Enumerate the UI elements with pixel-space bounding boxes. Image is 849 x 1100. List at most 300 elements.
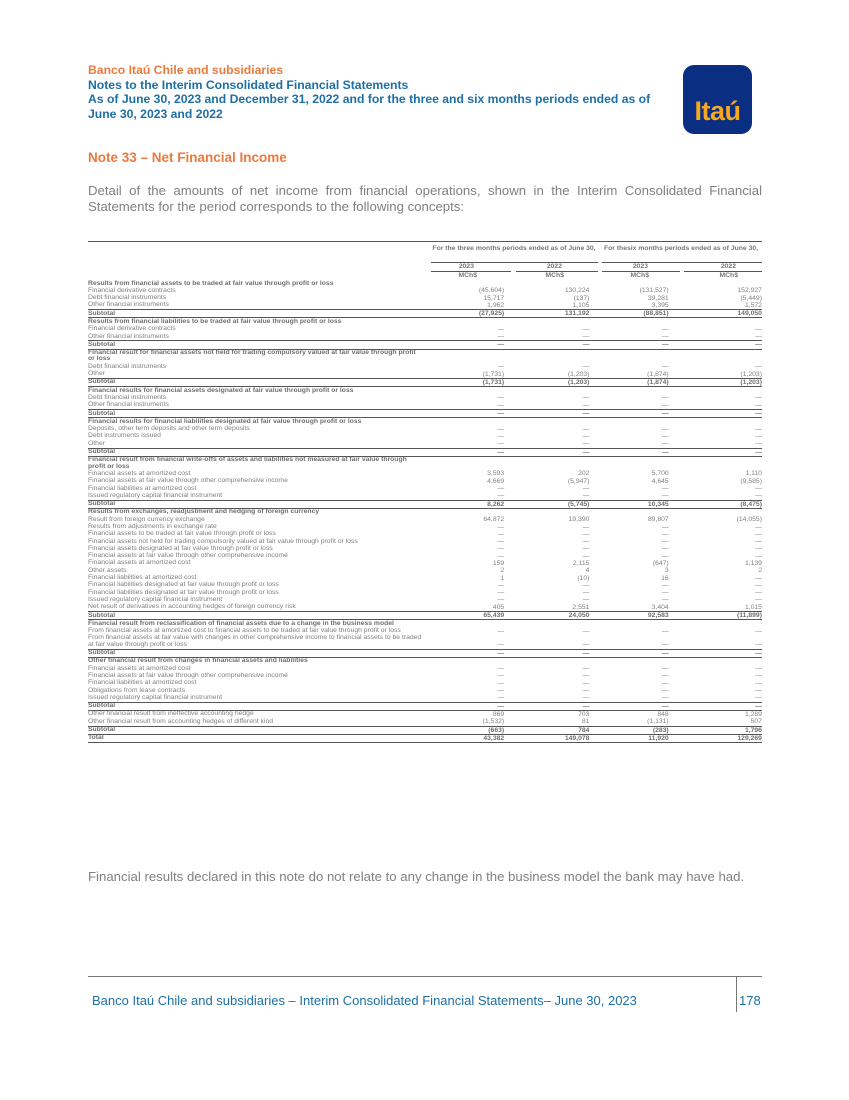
value-cell-col4: (1,203) — [740, 378, 762, 386]
value-cell-col1: 15,717 — [483, 294, 505, 302]
value-cell-col4: — — [755, 665, 762, 673]
row-label: Financial assets at fair value through other comprehensive income — [88, 477, 288, 485]
value-cell-col3: — — [661, 401, 669, 409]
table-row — [88, 402, 762, 409]
value-cell-col3: 3,404 — [651, 603, 669, 611]
table-row — [88, 287, 762, 294]
value-cell-col3: — — [661, 425, 669, 433]
row-label: Financial result for financial assets not held for trading compulsory valued at fair value through profit or loss — [88, 349, 416, 363]
footer-text: Banco Itaú Chile and subsidiaries – Interim Consolidated Financial Statements– June 30, 2023 — [92, 993, 637, 1008]
table-year-headers — [88, 262, 762, 271]
value-cell-col1: 159 — [492, 559, 505, 567]
table-row — [88, 694, 762, 701]
row-label: Total — [88, 734, 104, 742]
value-cell-col2: 2,551 — [572, 603, 590, 611]
row-label: Subtotal — [88, 309, 116, 317]
section-header-row — [88, 280, 762, 287]
value-cell-col4: 2 — [758, 567, 762, 575]
value-cell-col2: — — [582, 679, 590, 687]
value-cell-col3: (283) — [652, 726, 669, 734]
value-cell-col3: — — [661, 672, 669, 680]
value-cell-col2: — — [582, 694, 590, 702]
value-cell-col1: — — [497, 401, 505, 409]
value-cell-col1: — — [497, 440, 505, 448]
row-label: Subtotal — [88, 500, 116, 508]
intro-paragraph: Detail of the amounts of net income from financial operations, shown in the Interim Consolidated Financial Statements for the period corresponds to the following concepts: — [88, 183, 762, 214]
row-label: Debt financial instruments — [88, 294, 167, 302]
value-cell-col3: — — [661, 581, 669, 589]
value-cell-col2: 1,105 — [572, 301, 590, 309]
header-line-2: As of June 30, 2023 and December 31, 2022 and for the three and six months periods ended as of June 30, 2023 and 2022 — [88, 92, 651, 121]
value-cell-col4: — — [755, 581, 762, 589]
value-cell-col4: — — [755, 702, 762, 710]
value-cell-col1: (1,532) — [482, 718, 505, 726]
value-cell-col3: — — [661, 325, 669, 333]
value-cell-col2: — — [582, 672, 590, 680]
value-cell-col1: 8,262 — [487, 500, 505, 508]
value-cell-col1: 43,382 — [483, 734, 505, 742]
value-cell-col4: 1,015 — [744, 603, 762, 611]
value-cell-col4: — — [755, 589, 762, 597]
value-cell-col3: — — [661, 589, 669, 597]
row-label: Financial results for financial liabilities designated at fair value through profit or loss — [88, 417, 362, 425]
value-cell-col4: — — [755, 363, 762, 371]
row-label: Deposits, other term deposits and other term deposits — [88, 425, 250, 433]
value-cell-col3: 4,645 — [651, 477, 669, 485]
subtotal-row — [88, 726, 762, 735]
value-cell-col1: — — [497, 552, 505, 560]
subtotal-row — [88, 611, 762, 620]
report-header — [88, 63, 678, 121]
value-cell-col3: 16 — [661, 574, 669, 582]
value-cell-col4: 149,050 — [737, 310, 762, 318]
table-row — [88, 295, 762, 302]
value-cell-col2: — — [582, 333, 590, 341]
section-header-row — [88, 387, 762, 394]
net-financial-income-table — [88, 241, 762, 743]
value-cell-col3: — — [661, 432, 669, 440]
value-cell-col2: — — [582, 641, 590, 649]
unit-header-4: MCh$ — [719, 272, 738, 279]
value-cell-col1: 1,962 — [487, 301, 505, 309]
row-label: Financial assets to be traded at fair value through profit or loss — [88, 530, 276, 538]
row-label: Issued regulatory capital financial instrument — [88, 595, 223, 603]
value-cell-col1: (663) — [488, 726, 505, 734]
value-cell-col2: — — [582, 448, 590, 456]
row-label: Financial liabilities designated at fair value through profit or loss — [88, 588, 279, 596]
table-row — [88, 531, 762, 538]
value-cell-col1: — — [497, 363, 505, 371]
table-row — [88, 363, 762, 370]
value-cell-col4: (14,055) — [736, 516, 762, 524]
value-cell-col4: — — [755, 694, 762, 702]
value-cell-col4: — — [755, 596, 762, 604]
value-cell-col3: 11,920 — [648, 734, 669, 742]
value-cell-col4: (1,203) — [740, 370, 762, 378]
row-label: Financial assets not held for trading compulsorily valued at fair value through profit or loss — [88, 537, 358, 545]
row-label: Other — [88, 439, 105, 447]
value-cell-col2: — — [582, 665, 590, 673]
value-cell-col2: — — [582, 530, 590, 538]
itau-logo — [683, 65, 752, 134]
row-label: Other financial instruments — [88, 301, 169, 309]
unit-header-2: MCh$ — [545, 272, 564, 279]
value-cell-col1: 869 — [492, 710, 505, 718]
value-cell-col4: 1,110 — [745, 470, 762, 478]
subtotal-row — [88, 409, 762, 418]
value-cell-col2: — — [582, 596, 590, 604]
value-cell-col1: 4,669 — [487, 477, 505, 485]
table-row — [88, 635, 762, 649]
value-cell-col2: — — [582, 523, 590, 531]
value-cell-col4: — — [755, 627, 762, 635]
value-cell-col1: — — [497, 410, 505, 418]
row-label: Financial derivative contracts — [88, 286, 176, 294]
table-row — [88, 326, 762, 333]
value-cell-col4: (8,475) — [740, 500, 762, 508]
value-cell-col1: 65,439 — [483, 612, 505, 620]
value-cell-col4: — — [755, 325, 762, 333]
value-cell-col3: — — [661, 545, 669, 553]
row-label: Financial liabilities at amortized cost — [88, 574, 197, 582]
value-cell-col1: (27,925) — [478, 310, 505, 318]
row-label: Financial liabilities at amortized cost — [88, 679, 197, 687]
value-cell-col2: — — [582, 492, 590, 500]
value-cell-col3: — — [661, 394, 669, 402]
row-label: Financial result from financial write-offs of assets and liabilities not measured at fair value through profit or loss — [88, 456, 407, 470]
subtotal-row — [88, 378, 762, 387]
row-label: Debt financial instruments — [88, 362, 167, 370]
table-row — [88, 333, 762, 340]
value-cell-col2: 202 — [578, 470, 590, 478]
value-cell-col3: — — [661, 627, 669, 635]
year-header-2: 2022 — [546, 263, 562, 270]
value-cell-col1: 3,593 — [487, 470, 505, 478]
value-cell-col1: — — [497, 589, 505, 597]
value-cell-col2: 2,115 — [572, 559, 590, 567]
value-cell-col4: — — [755, 492, 762, 500]
value-cell-col2: — — [582, 401, 590, 409]
value-cell-col4: — — [755, 432, 762, 440]
value-cell-col4: — — [755, 530, 762, 538]
value-cell-col4: — — [755, 425, 762, 433]
value-cell-col3: — — [661, 679, 669, 687]
value-cell-col4: — — [755, 679, 762, 687]
value-cell-col2: — — [582, 432, 590, 440]
value-cell-col2: 149,078 — [564, 734, 590, 742]
row-label: Results from financial assets to be traded at fair value through profit or loss — [88, 279, 334, 287]
group-header-three-months: For the three months periods ended as of June 30, — [432, 245, 596, 252]
value-cell-col1: 405 — [492, 603, 505, 611]
value-cell-col2: — — [582, 702, 590, 710]
value-cell-col3: — — [661, 492, 669, 500]
value-cell-col3: (1,131) — [647, 718, 669, 726]
value-cell-col2: (5,947) — [567, 477, 590, 485]
value-cell-col3: 3 — [664, 567, 669, 575]
header-line-1: Notes to the Interim Consolidated Financial Statements — [88, 77, 409, 92]
section-header-row — [88, 457, 762, 471]
value-cell-col3: 92,583 — [647, 612, 669, 620]
value-cell-col3: — — [661, 485, 669, 493]
value-cell-col3: (1,874) — [647, 370, 669, 378]
value-cell-col3: — — [661, 649, 669, 657]
value-cell-col2: — — [582, 581, 590, 589]
unit-header-3: MCh$ — [630, 272, 649, 279]
table-row — [88, 433, 762, 440]
value-cell-col1: 64,872 — [483, 516, 505, 524]
table-row — [88, 680, 762, 687]
row-label: Subtotal — [88, 340, 116, 348]
value-cell-col2: — — [582, 589, 590, 597]
value-cell-col4: — — [755, 523, 762, 531]
row-label: Subtotal — [88, 726, 116, 734]
table-row — [88, 492, 762, 499]
table-row — [88, 371, 762, 378]
value-cell-col3: — — [661, 410, 669, 418]
row-label: Other assets — [88, 566, 127, 574]
value-cell-col4: — — [755, 341, 762, 349]
value-cell-col2: — — [582, 552, 590, 560]
value-cell-col4: — — [755, 448, 762, 456]
total-row — [88, 735, 762, 743]
value-cell-col1: — — [497, 627, 505, 635]
value-cell-col3: — — [661, 333, 669, 341]
value-cell-col2: — — [582, 325, 590, 333]
value-cell-col3: — — [661, 538, 669, 546]
value-cell-col3: 3,395 — [651, 301, 669, 309]
row-label: Financial liabilities at amortized cost — [88, 484, 197, 492]
row-label: Other — [88, 370, 105, 378]
row-label: Financial derivative contracts — [88, 325, 176, 333]
value-cell-col4: — — [755, 552, 762, 560]
value-cell-col2: — — [582, 687, 590, 695]
value-cell-col3: — — [661, 341, 669, 349]
value-cell-col3: — — [661, 702, 669, 710]
value-cell-col1: — — [497, 581, 505, 589]
value-cell-col4: — — [755, 574, 762, 582]
table-row — [88, 604, 762, 611]
value-cell-col2: 784 — [578, 726, 590, 734]
value-cell-col3: 89,807 — [647, 516, 669, 524]
row-label: Subtotal — [88, 649, 116, 657]
row-label: Other financial result from accounting hedges of different kind — [88, 717, 274, 725]
row-label: Subtotal — [88, 611, 116, 619]
row-label: Results from financial liabilities to be traded at fair value through profit or loss — [88, 317, 342, 325]
row-label: Subtotal — [88, 702, 116, 710]
row-label: Results from adjustments in exchange rate — [88, 523, 217, 530]
company-name: Banco Itaú Chile and subsidiaries — [88, 63, 284, 77]
row-label: Financial assets at amortized cost — [88, 559, 191, 567]
value-cell-col4: (11,899) — [737, 612, 762, 620]
value-cell-col3: (88,851) — [643, 310, 669, 318]
value-cell-col1: 2 — [500, 567, 505, 575]
row-label: Financial results for financial assets designated at fair value through profit or loss — [88, 386, 354, 394]
value-cell-col2: — — [582, 440, 590, 448]
value-cell-col2: — — [582, 627, 590, 635]
value-cell-col3: 39,281 — [647, 294, 669, 302]
value-cell-col3: (647) — [652, 559, 669, 567]
value-cell-col4: — — [755, 641, 762, 649]
value-cell-col4: — — [755, 687, 762, 695]
value-cell-col4: 1,139 — [744, 559, 762, 567]
value-cell-col2: (1,203) — [567, 378, 590, 386]
row-label: Debt financial instruments — [88, 393, 167, 401]
table-group-headers — [88, 242, 762, 262]
value-cell-col4: — — [755, 410, 762, 418]
value-cell-col2: — — [582, 545, 590, 553]
value-cell-col1: — — [497, 679, 505, 687]
value-cell-col4: — — [755, 649, 762, 657]
value-cell-col1: — — [497, 333, 505, 341]
table-row — [88, 426, 762, 433]
value-cell-col3: (131,527) — [639, 287, 669, 295]
note-title: Note 33 – Net Financial Income — [88, 150, 287, 165]
page-number: 178 — [739, 993, 761, 1008]
value-cell-col4: 507 — [750, 718, 762, 726]
value-cell-col4: — — [755, 333, 762, 341]
row-label: Result from foreign currency exchange — [88, 515, 205, 523]
value-cell-col4: 1,796 — [744, 726, 762, 734]
value-cell-col2: 19,390 — [568, 516, 590, 524]
value-cell-col3: 10,345 — [647, 500, 669, 508]
row-label: Financial assets at amortized cost — [88, 664, 191, 672]
value-cell-col4: — — [755, 440, 762, 448]
value-cell-col4: — — [755, 394, 762, 402]
row-label: Debt instruments issued — [88, 432, 161, 440]
value-cell-col3: — — [661, 440, 669, 448]
value-cell-col3: (1,874) — [647, 378, 669, 386]
value-cell-col4: (5,449) — [740, 294, 762, 302]
value-cell-col1: — — [497, 545, 505, 553]
value-cell-col1: — — [497, 596, 505, 604]
row-label: Other financial result from ineffective accounting hedge — [88, 710, 254, 718]
value-cell-col1: — — [497, 649, 505, 657]
table-row — [88, 394, 762, 401]
value-cell-col1: — — [497, 694, 505, 702]
value-cell-col4: 129,269 — [737, 734, 762, 742]
value-cell-col3: — — [661, 363, 669, 371]
value-cell-col1: (1,731) — [482, 370, 505, 378]
value-cell-col2: — — [582, 394, 590, 402]
value-cell-col3: — — [661, 448, 669, 456]
value-cell-col2: — — [582, 649, 590, 657]
row-label: Financial assets at amortized cost — [88, 469, 191, 477]
table-body — [88, 280, 762, 743]
value-cell-col3: — — [661, 687, 669, 695]
footer-rule — [88, 976, 762, 977]
row-label: Subtotal — [88, 409, 116, 417]
table-row — [88, 478, 762, 485]
value-cell-col4: (9,585) — [740, 477, 762, 485]
value-cell-col3: 848 — [657, 710, 669, 718]
value-cell-col4: — — [755, 545, 762, 553]
value-cell-col1: — — [497, 702, 505, 710]
value-cell-col1: — — [497, 325, 505, 333]
section-header-row — [88, 318, 762, 325]
value-cell-col2: 81 — [581, 718, 590, 726]
row-label: Financial result from reclassification of financial assets due to a change in the business model — [88, 619, 394, 627]
year-header-4: 2022 — [720, 263, 736, 270]
value-cell-col4: 1,572 — [744, 301, 762, 309]
value-cell-col3: — — [661, 552, 669, 560]
value-cell-col1: 1 — [500, 574, 505, 582]
value-cell-col1: (45,604) — [478, 287, 505, 295]
row-label: Financial assets at fair value through other comprehensive income — [88, 671, 288, 679]
value-cell-col1: — — [497, 641, 505, 649]
row-label: From financial assets at fair value with changes in other comprehensive income to financial assets to be traded at fair value through profit or loss — [88, 634, 422, 648]
value-cell-col2: 130,224 — [564, 287, 590, 295]
value-cell-col1: — — [497, 665, 505, 673]
value-cell-col1: — — [497, 432, 505, 440]
row-label: Subtotal — [88, 378, 116, 386]
value-cell-col4: — — [755, 538, 762, 546]
value-cell-col2: — — [582, 425, 590, 433]
value-cell-col4: — — [755, 672, 762, 680]
row-label: Other financial instruments — [88, 401, 169, 409]
section-header-row — [88, 350, 762, 364]
row-label: Other financial result from changes in financial assets and liabilities — [88, 657, 308, 665]
value-cell-col1: — — [497, 538, 505, 546]
value-cell-col4: 152,927 — [737, 287, 762, 295]
value-cell-col1: — — [497, 530, 505, 538]
row-label: Issued regulatory capital financial instrument — [88, 491, 223, 499]
value-cell-col1: — — [497, 492, 505, 500]
unit-header-1: MCh$ — [458, 272, 477, 279]
table-unit-headers — [88, 271, 762, 280]
value-cell-col1: — — [497, 394, 505, 402]
logo-text: Itaú — [694, 96, 741, 126]
value-cell-col1: — — [497, 672, 505, 680]
value-cell-col1: — — [497, 687, 505, 695]
group-header-six-months: For thesix months periods ended as of June 30, — [603, 245, 759, 252]
row-label: Results from exchanges, readjustment and hedging of foreign currency — [88, 508, 320, 516]
row-label: Financial liabilities designated at fair value through profit or loss — [88, 581, 279, 589]
row-label: Subtotal — [88, 448, 116, 456]
row-label: Issued regulatory capital financial instrument — [88, 693, 223, 701]
row-label: Net result of derivatives in accounting hedges of foreign currency risk — [88, 603, 296, 611]
value-cell-col4: — — [755, 485, 762, 493]
value-cell-col2: (5,745) — [567, 500, 590, 508]
table-row — [88, 560, 762, 567]
value-cell-col4: — — [755, 401, 762, 409]
value-cell-col3: 5,700 — [651, 470, 669, 478]
value-cell-col2: 24,050 — [568, 612, 590, 620]
value-cell-col2: — — [582, 363, 590, 371]
row-label: Obligations from lease contracts — [88, 686, 186, 694]
value-cell-col1: — — [497, 485, 505, 493]
value-cell-col2: — — [582, 341, 590, 349]
year-header-3: 2023 — [632, 263, 648, 270]
row-label: Financial assets at fair value through other comprehensive income — [88, 552, 288, 560]
value-cell-col4: 1,289 — [744, 710, 762, 718]
value-cell-col2: (137) — [573, 294, 590, 302]
value-cell-col3: — — [661, 523, 669, 531]
value-cell-col2: 4 — [585, 567, 590, 575]
value-cell-col3: — — [661, 530, 669, 538]
footer-divider — [736, 977, 737, 1012]
value-cell-col1: — — [497, 425, 505, 433]
table-row — [88, 440, 762, 447]
year-header-1: 2023 — [458, 263, 474, 270]
value-cell-col2: — — [582, 485, 590, 493]
value-cell-col1: — — [497, 341, 505, 349]
table-row — [88, 718, 762, 725]
value-cell-col1: — — [497, 523, 505, 531]
value-cell-col2: 703 — [578, 710, 590, 718]
value-cell-col2: — — [582, 410, 590, 418]
row-label: From financial assets at amortized cost to financial assets to be traded at fair value through profit or loss — [88, 627, 401, 635]
value-cell-col2: — — [582, 538, 590, 546]
